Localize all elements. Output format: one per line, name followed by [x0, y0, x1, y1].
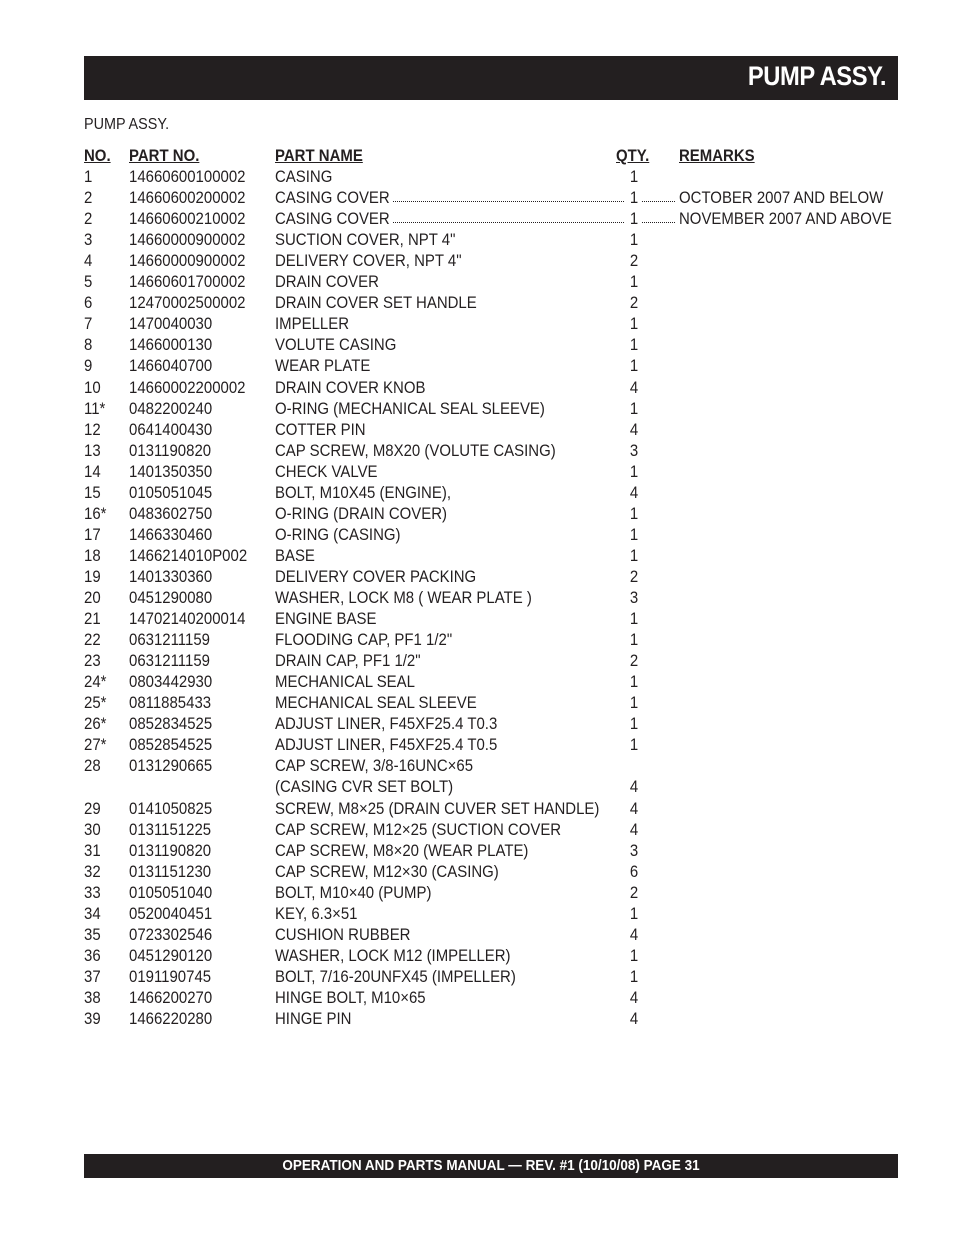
table-row [0, 419, 954, 440]
part-number-index: 31 [84, 840, 101, 860]
table-row [0, 650, 954, 671]
header-part-name: PART NAME [275, 146, 363, 165]
part-number: 14660600200002 [129, 188, 246, 208]
part-number-index: 9 [84, 356, 93, 376]
part-number-index: 18 [84, 545, 101, 565]
part-number: 14660002200002 [129, 377, 246, 397]
part-number: 0131151230 [129, 861, 212, 881]
part-number-index: 4 [84, 251, 93, 271]
part-name: BOLT, M10X45 (ENGINE), [275, 482, 451, 502]
part-number: 1466040700 [129, 356, 213, 376]
part-name: CAP SCREW, M12×30 (CASING) [275, 861, 499, 881]
table-row [0, 713, 954, 734]
quantity: 2 [629, 293, 639, 313]
part-name: WEAR PLATE [275, 356, 371, 376]
table-row [0, 545, 954, 566]
section-title: PUMP ASSY. [84, 116, 170, 133]
quantity: 1 [629, 714, 639, 734]
part-name: VOLUTE CASING [275, 335, 397, 355]
table-row [0, 377, 954, 398]
part-number: 0723302546 [129, 924, 213, 944]
table-row [0, 734, 954, 755]
dot-leader [393, 222, 624, 223]
part-name: MECHANICAL SEAL SLEEVE [275, 693, 477, 713]
table-row [0, 524, 954, 545]
part-number-index: 34 [84, 903, 101, 923]
quantity: 2 [629, 251, 639, 271]
table-row [0, 334, 954, 355]
part-number: 0131190820 [129, 840, 212, 860]
part-number-index: 36 [84, 945, 101, 965]
part-number-index: 1 [84, 167, 93, 186]
quantity: 1 [629, 398, 639, 418]
dot-leader [393, 201, 624, 202]
part-number-index: 38 [84, 987, 101, 1007]
part-number-index: 10 [84, 377, 101, 397]
part-name: ADJUST LINER, F45XF25.4 T0.5 [275, 735, 498, 755]
dot-leader [642, 222, 675, 223]
part-name: CHECK VALVE [275, 461, 378, 481]
table-row [0, 692, 954, 713]
part-name: IMPELLER [275, 314, 350, 334]
table-row [0, 945, 954, 966]
quantity: 1 [629, 630, 639, 650]
part-number-index: 30 [84, 819, 101, 839]
quantity: 1 [629, 735, 639, 755]
table-row [0, 987, 954, 1008]
part-number: 0451290080 [129, 588, 213, 607]
part-name: BASE [275, 545, 315, 565]
part-number: 0131190820 [129, 440, 212, 460]
part-number-index: 14 [84, 461, 101, 481]
table-row [0, 924, 954, 945]
part-number-index: 28 [84, 756, 101, 776]
part-name: CASING COVER [275, 209, 390, 229]
table-row [0, 798, 954, 819]
part-name: CUSHION RUBBER [275, 924, 411, 944]
part-number-index: 20 [84, 588, 101, 607]
quantity: 1 [629, 314, 639, 334]
part-number: 0852834525 [129, 714, 213, 734]
part-number-index: 27* [84, 735, 107, 755]
table-row [0, 482, 954, 503]
part-number-index: 21 [84, 609, 101, 629]
quantity: 1 [629, 461, 639, 481]
table-row [0, 355, 954, 376]
part-number-index: 29 [84, 798, 101, 818]
header-no: NO. [84, 146, 111, 165]
table-row [0, 608, 954, 629]
part-name: WASHER, LOCK M8 ( WEAR PLATE ) [275, 588, 532, 607]
table-row [0, 440, 954, 461]
part-number: 0803442930 [129, 672, 213, 692]
table-row [0, 671, 954, 692]
part-number-index: 25* [84, 693, 107, 713]
part-name: DRAIN COVER KNOB [275, 377, 426, 397]
part-number-index: 22 [84, 630, 101, 650]
quantity: 1 [629, 209, 639, 229]
quantity: 1 [629, 167, 639, 186]
part-name: ENGINE BASE [275, 609, 377, 629]
part-number-index: 8 [84, 335, 93, 355]
part-number-index: 16* [84, 503, 107, 523]
part-name: COTTER PIN [275, 419, 366, 439]
part-number: 0105051040 [129, 882, 213, 902]
table-row [0, 313, 954, 334]
part-name: CASING [275, 167, 333, 186]
footer-text: OPERATION AND PARTS MANUAL — REV. #1 (10/10/08) PAGE 31 [282, 1157, 700, 1174]
quantity: 4 [629, 777, 639, 797]
remarks: OCTOBER 2007 AND BELOW [679, 188, 884, 208]
quantity: 4 [629, 819, 639, 839]
part-name: CASING COVER [275, 188, 390, 208]
part-number: 0191190745 [129, 966, 212, 986]
part-number: 1401350350 [129, 461, 213, 481]
part-number: 0141050825 [129, 798, 213, 818]
part-number: 1466214010P002 [129, 545, 248, 565]
quantity: 2 [629, 882, 639, 902]
part-number-index: 39 [84, 1009, 101, 1028]
table-row [0, 1008, 954, 1029]
part-number-index: 6 [84, 293, 93, 313]
part-number-index: 3 [84, 230, 93, 250]
part-number-index: 12 [84, 419, 101, 439]
part-name: CAP SCREW, M8×20 (WEAR PLATE) [275, 840, 529, 860]
part-number: 0105051045 [129, 482, 213, 502]
part-number: 0451290120 [129, 945, 213, 965]
part-number: 1466220280 [129, 1009, 213, 1028]
table-row [0, 166, 954, 187]
part-name: HINGE PIN [275, 1009, 352, 1028]
part-number: 1466200270 [129, 987, 213, 1007]
title-bar [84, 56, 898, 100]
quantity: 1 [629, 188, 639, 208]
part-number-index: 37 [84, 966, 101, 986]
part-number: 14660600100002 [129, 167, 246, 186]
quantity: 4 [629, 377, 639, 397]
quantity: 1 [629, 966, 639, 986]
part-name: ADJUST LINER, F45XF25.4 T0.3 [275, 714, 498, 734]
quantity: 3 [629, 840, 639, 860]
quantity: 4 [629, 1009, 639, 1028]
header-part-no: PART NO. [129, 146, 200, 165]
part-number-index: 26* [84, 714, 107, 734]
part-name: O-RING (MECHANICAL SEAL SLEEVE) [275, 398, 545, 418]
part-number-index: 35 [84, 924, 101, 944]
part-number: 14702140200014 [129, 609, 246, 629]
part-number-index: 15 [84, 482, 101, 502]
part-number: 0483602750 [129, 503, 213, 523]
header-qty: QTY. [616, 146, 650, 165]
part-number-index: 2 [84, 188, 93, 208]
part-number-index: 33 [84, 882, 101, 902]
part-number-index: 24* [84, 672, 107, 692]
quantity: 4 [629, 419, 639, 439]
part-number-index: 2 [84, 209, 93, 229]
table-row [0, 229, 954, 250]
table-row [0, 966, 954, 987]
part-number: 0520040451 [129, 903, 213, 923]
quantity: 1 [629, 524, 639, 544]
part-name: DRAIN COVER [275, 272, 379, 292]
part-number-index: 5 [84, 272, 93, 292]
quantity: 1 [629, 272, 639, 292]
part-name: DELIVERY COVER, NPT 4" [275, 251, 462, 271]
part-number: 0131151225 [129, 819, 212, 839]
table-row [0, 776, 954, 797]
part-number: 14660601700002 [129, 272, 246, 292]
table-row [0, 271, 954, 292]
part-name: HINGE BOLT, M10×65 [275, 987, 426, 1007]
table-row [0, 903, 954, 924]
part-number-index: 19 [84, 566, 101, 586]
table-row [0, 461, 954, 482]
table-row [0, 566, 954, 587]
quantity: 4 [629, 482, 639, 502]
quantity: 6 [629, 861, 639, 881]
table-row [0, 861, 954, 882]
part-number-index: 17 [84, 524, 101, 544]
part-number-index: 11* [84, 398, 106, 418]
table-row [0, 629, 954, 650]
part-number: 14660000900002 [129, 251, 246, 271]
quantity: 1 [629, 609, 639, 629]
part-name: CAP SCREW, 3/8-16UNC×65 [275, 756, 474, 776]
part-name: SCREW, M8×25 (DRAIN CUVER SET HANDLE) [275, 798, 600, 818]
part-name: O-RING (CASING) [275, 524, 401, 544]
part-name: KEY, 6.3×51 [275, 903, 358, 923]
quantity: 4 [629, 924, 639, 944]
table-row [0, 292, 954, 313]
part-number: 12470002500002 [129, 293, 246, 313]
quantity: 1 [629, 356, 639, 376]
page-title: PUMP ASSY. [747, 61, 886, 91]
table-row [0, 882, 954, 903]
quantity: 1 [629, 903, 639, 923]
part-number: 0131290665 [129, 756, 213, 776]
part-number-index: 13 [84, 440, 101, 460]
quantity: 1 [629, 545, 639, 565]
table-row [0, 587, 954, 608]
part-number: 1466330460 [129, 524, 213, 544]
part-name: CAP SCREW, M12×25 (SUCTION COVER [275, 819, 562, 839]
part-number: 0641400430 [129, 419, 213, 439]
table-row [0, 755, 954, 776]
part-number: 0631211159 [129, 651, 210, 671]
table-row [0, 250, 954, 271]
part-number: 1401330360 [129, 566, 213, 586]
quantity: 2 [629, 651, 639, 671]
quantity: 1 [629, 672, 639, 692]
part-number: 14660000900002 [129, 230, 246, 250]
part-name: CAP SCREW, M8X20 (VOLUTE CASING) [275, 440, 556, 460]
part-number: 0811885433 [129, 693, 212, 713]
table-header [0, 145, 954, 166]
dot-leader [642, 201, 675, 202]
part-name: WASHER, LOCK M12 (IMPELLER) [275, 945, 511, 965]
part-name: DELIVERY COVER PACKING [275, 566, 477, 586]
part-number: 0482200240 [129, 398, 213, 418]
quantity: 1 [629, 230, 639, 250]
quantity: 2 [629, 566, 639, 586]
quantity: 1 [629, 945, 639, 965]
part-name: (CASING CVR SET BOLT) [275, 777, 454, 797]
table-row [0, 503, 954, 524]
part-number: 1466000130 [129, 335, 213, 355]
quantity: 3 [629, 588, 639, 607]
quantity: 4 [629, 987, 639, 1007]
part-number-index: 23 [84, 651, 101, 671]
quantity: 3 [629, 440, 639, 460]
footer-bar [84, 1154, 898, 1178]
part-number: 14660600210002 [129, 209, 246, 229]
part-name: MECHANICAL SEAL [275, 672, 415, 692]
part-name: DRAIN COVER SET HANDLE [275, 293, 477, 313]
part-number: 0852854525 [129, 735, 213, 755]
header-remarks: REMARKS [679, 146, 755, 165]
part-number-index: 32 [84, 861, 101, 881]
part-number: 1470040030 [129, 314, 213, 334]
part-name: SUCTION COVER, NPT 4" [275, 230, 456, 250]
table-row [0, 819, 954, 840]
part-name: DRAIN CAP, PF1 1/2" [275, 651, 421, 671]
part-name: BOLT, 7/16-20UNFX45 (IMPELLER) [275, 966, 516, 986]
part-number-index: 7 [84, 314, 93, 334]
part-number: 0631211159 [129, 630, 210, 650]
table-row [0, 208, 954, 229]
quantity: 4 [629, 798, 639, 818]
part-name: BOLT, M10×40 (PUMP) [275, 882, 432, 902]
part-name: FLOODING CAP, PF1 1/2" [275, 630, 453, 650]
quantity: 1 [629, 503, 639, 523]
table-row [0, 840, 954, 861]
quantity: 1 [629, 693, 639, 713]
remarks: NOVEMBER 2007 AND ABOVE [679, 209, 892, 229]
table-row [0, 187, 954, 208]
part-name: O-RING (DRAIN COVER) [275, 503, 448, 523]
quantity: 1 [629, 335, 639, 355]
table-row [0, 398, 954, 419]
